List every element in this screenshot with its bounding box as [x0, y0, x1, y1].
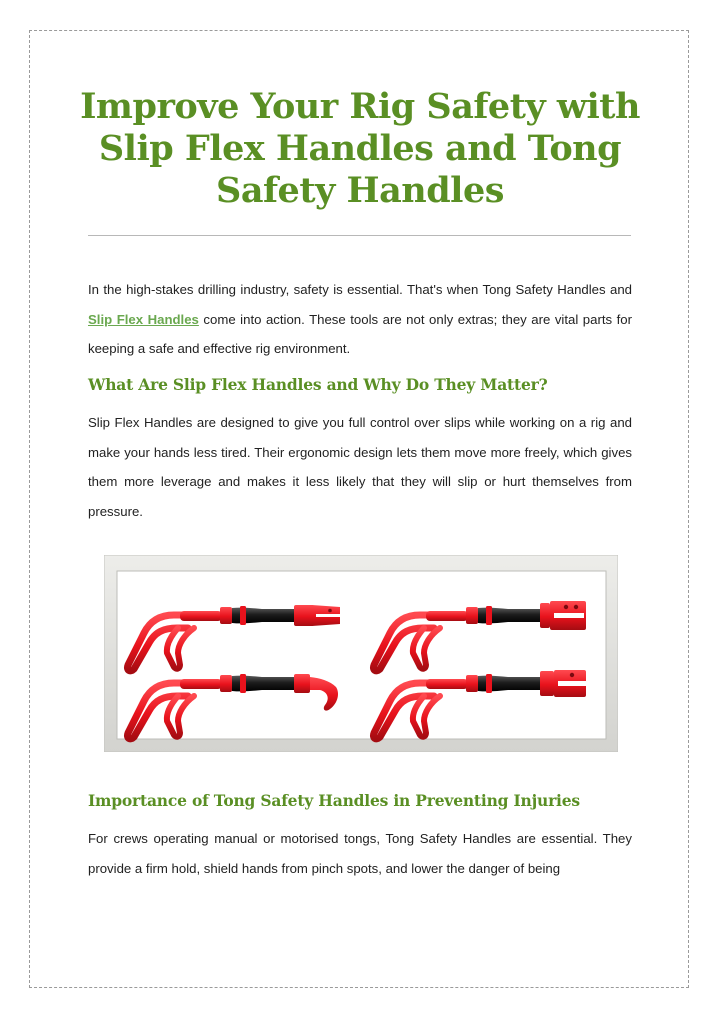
handles-product-image — [104, 555, 618, 752]
slip-flex-handles-link[interactable]: Slip Flex Handles — [88, 311, 199, 327]
page-title: Improve Your Rig Safety with Slip Flex Handles and Tong Safety Handles — [80, 86, 640, 211]
tong-safety-paragraph: For crews operating manual or motorised tongs, Tong Safety Handles are essential. They provide a firm hold, shield hands from pinch spots, and lower the danger of being — [88, 831, 632, 876]
intro-paragraph — [88, 275, 632, 364]
intro-text-after: come into action. These tools are not only extras; they are vital parts for keeping a safe and effective rig environment. — [88, 311, 633, 356]
section-heading-tong-safety: Importance of Tong Safety Handles in Preventing Injuries — [88, 791, 580, 810]
section-heading-slip-flex: What Are Slip Flex Handles and Why Do They Matter? — [88, 375, 548, 394]
intro-text-before: In the high-stakes drilling industry, safety is essential. That's when Tong Safety Handles and — [88, 282, 632, 297]
title-divider — [88, 235, 631, 236]
slip-flex-paragraph: Slip Flex Handles are designed to give you full control over slips while working on a rig and make your hands less tired. Their ergonomic design lets them move more freely, which gives them more leverage and makes it less likely that they will slip or hurt themselves from pressure. — [88, 415, 632, 519]
